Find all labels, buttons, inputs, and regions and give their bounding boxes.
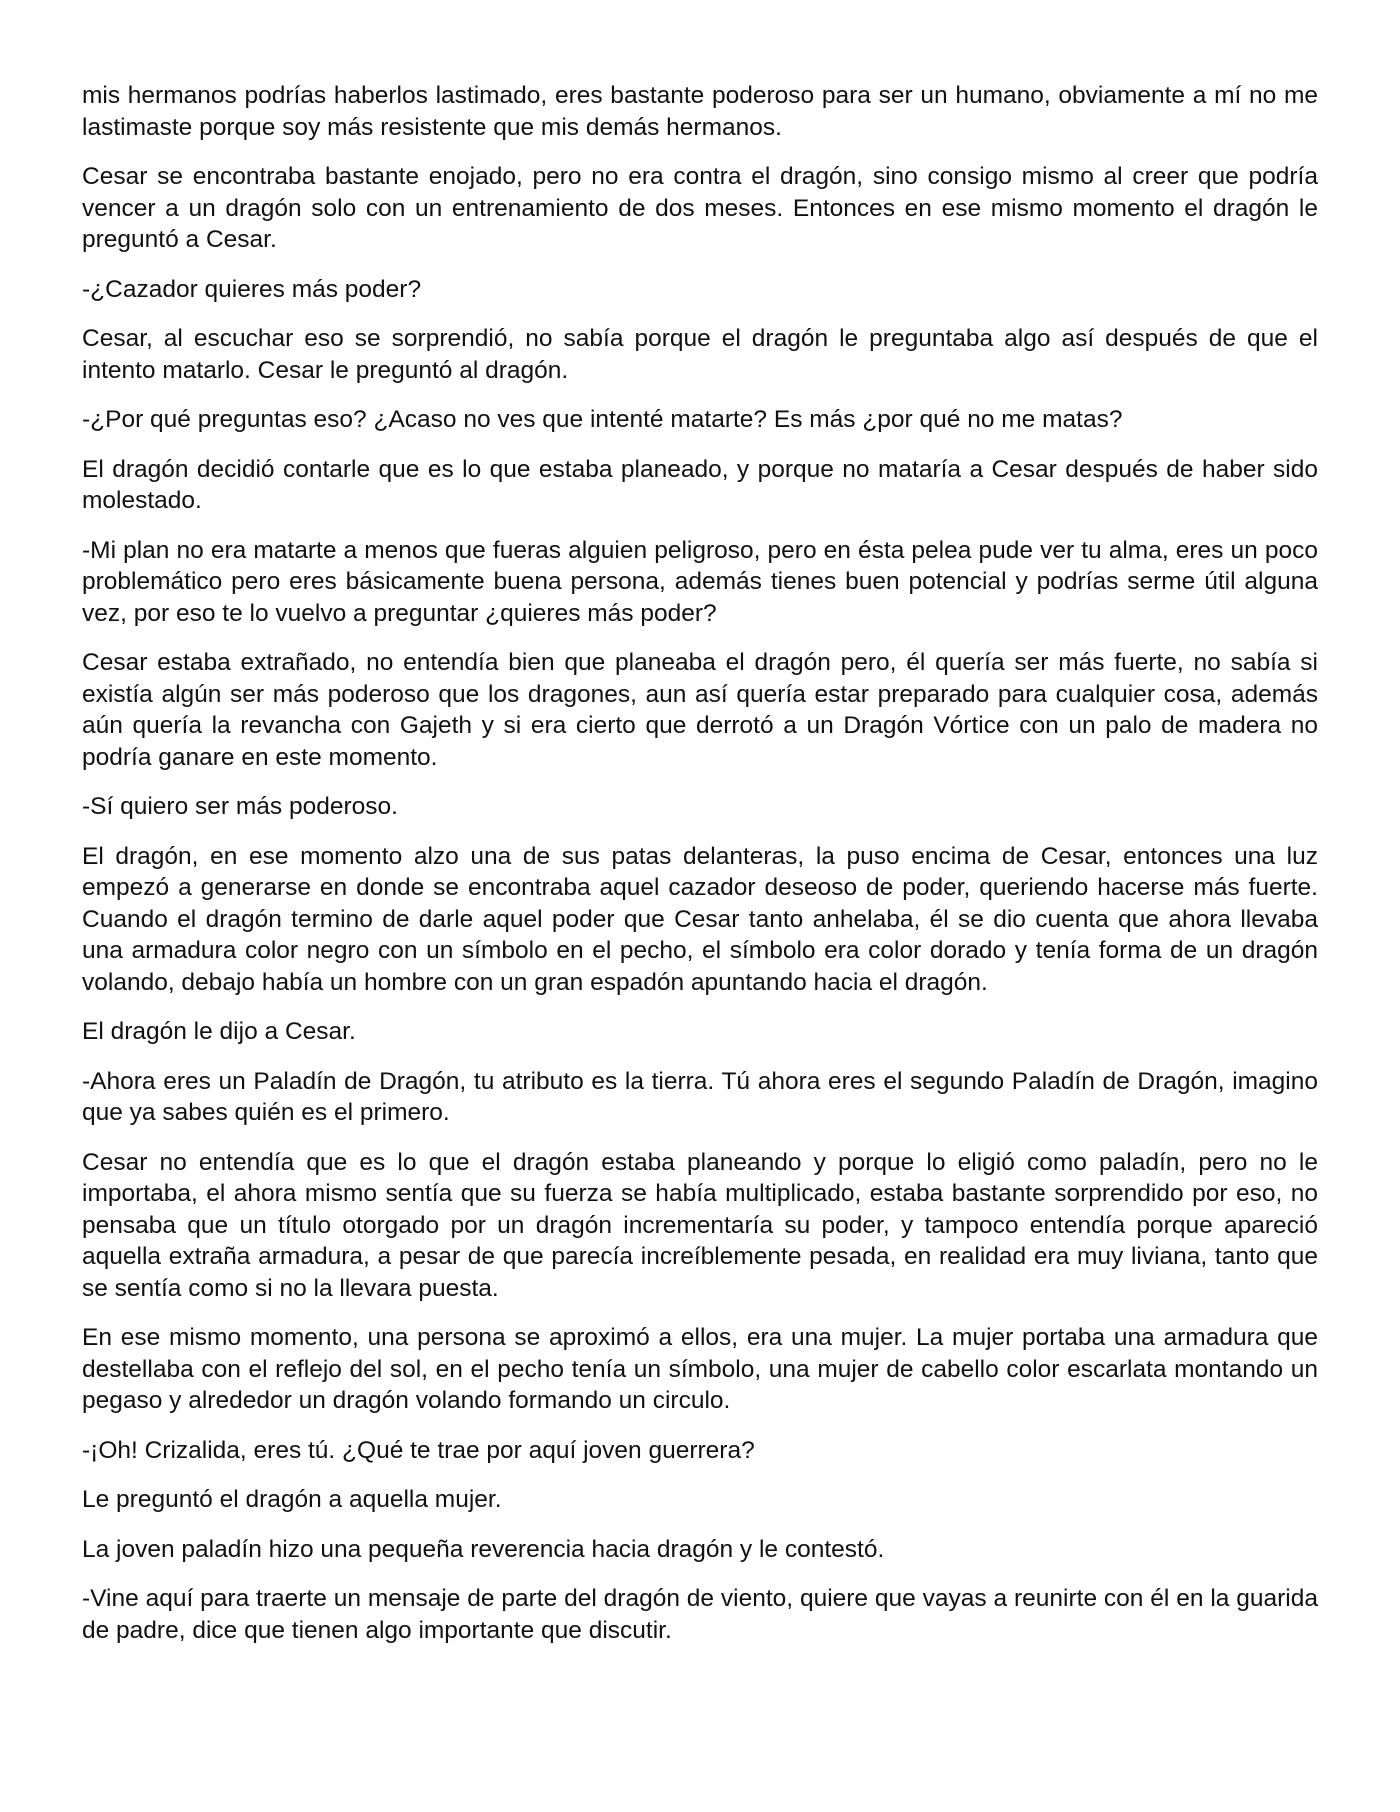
paragraph-9: -Sí quiero ser más poderoso. xyxy=(82,793,398,820)
paragraph-14: En ese mismo momento, una persona se aproximó a ellos, era una mujer. La mujer portaba una armadura que destellaba con el reflejo del sol, en el pecho tenía un símbolo, una mujer de cabello color escarlata montando un pegaso y alrededor un dragón volando formando un circulo. xyxy=(82,1324,1318,1414)
paragraph-7: -Mi plan no era matarte a menos que fueras alguien peligroso, pero en ésta pelea pude ver tu alma, eres un poco problemático pero eres básicamente buena persona, además tienes buen potencial y podrías serme útil alguna vez, por eso te lo vuelvo a preguntar ¿quieres más poder? xyxy=(82,536,1318,627)
paragraph-4: Cesar, al escuchar eso se sorprendió, no sabía porque el dragón le preguntaba algo así después de que el intento matarlo. Cesar le preguntó al dragón. xyxy=(82,325,1318,384)
document-body xyxy=(82,80,1318,1664)
paragraph-18: -Vine aquí para traerte un mensaje de parte del dragón de viento, quiere que vayas a reunirte con él en la guarida de padre, dice que tienen algo importante que discutir. xyxy=(82,1585,1318,1644)
paragraph-17: La joven paladín hizo una pequeña reverencia hacia dragón y le contestó. xyxy=(82,1535,885,1563)
paragraph-2: Cesar se encontraba bastante enojado, pero no era contra el dragón, sino consigo mismo al creer que podría vencer a un dragón solo con un entrenamiento de dos meses. Entonces en ese mismo momento el dragón le preguntó a Cesar. xyxy=(82,163,1318,253)
paragraph-13: Cesar no entendía que es lo que el dragón estaba planeando y porque lo eligió como paladín, pero no le importaba, el ahora mismo sentía que su fuerza se había multiplicado, estaba bastante sorprendido por eso, no pensaba que un título otorgado por un dragón incrementaría su poder, y tampoco entendía porque apareció aquella extraña armadura, a pesar de que parecía increíblemente pesada, en realidad era muy liviana, tanto que se sentía como si no la llevara puesta. xyxy=(82,1148,1318,1302)
paragraph-12: -Ahora eres un Paladín de Dragón, tu atributo es la tierra. Tú ahora eres el segundo Paladín de Dragón, imagino que ya sabes quién es el primero. xyxy=(82,1067,1318,1126)
paragraph-6: El dragón decidió contarle que es lo que estaba planeado, y porque no mataría a Cesar después de haber sido molestado. xyxy=(82,455,1318,514)
paragraph-3: -¿Cazador quieres más poder? xyxy=(82,275,422,303)
paragraph-11: El dragón le dijo a Cesar. xyxy=(82,1018,356,1045)
paragraph-16: Le preguntó el dragón a aquella mujer. xyxy=(82,1486,502,1513)
paragraph-15: -¡Oh! Crizalida, eres tú. ¿Qué te trae por aquí joven guerrera? xyxy=(82,1436,755,1464)
paragraph-8: Cesar estaba extrañado, no entendía bien que planeaba el dragón pero, él quería ser más fuerte, no sabía si existía algún ser más poderoso que los dragones, aun así quería estar preparado para cualquier cosa, además aún quería la revancha con Gajeth y si era cierto que derrotó a un Dragón Vórtice con un palo de madera no podría ganare en este momento. xyxy=(82,649,1318,771)
paragraph-10: El dragón, en ese momento alzo una de sus patas delanteras, la puso encima de Cesar, entonces una luz empezó a generarse en donde se encontraba aquel cazador deseoso de poder, queriendo hacerse más fuerte. Cuando el dragón termino de darle aquel poder que Cesar tanto anhelaba, él se dio cuenta que ahora llevaba una armadura color negro con un símbolo en el pecho, el símbolo era color dorado y tenía forma de un dragón volando, debajo había un hombre con un gran espadón apuntando hacia el dragón. xyxy=(82,842,1318,996)
paragraph-1: mis hermanos podrías haberlos lastimado, eres bastante poderoso para ser un humano, obviamente a mí no me lastimaste porque soy más resistente que mis demás hermanos. xyxy=(82,82,1318,141)
paragraph-5: -¿Por qué preguntas eso? ¿Acaso no ves que intenté matarte? Es más ¿por qué no me matas? xyxy=(82,406,1123,433)
